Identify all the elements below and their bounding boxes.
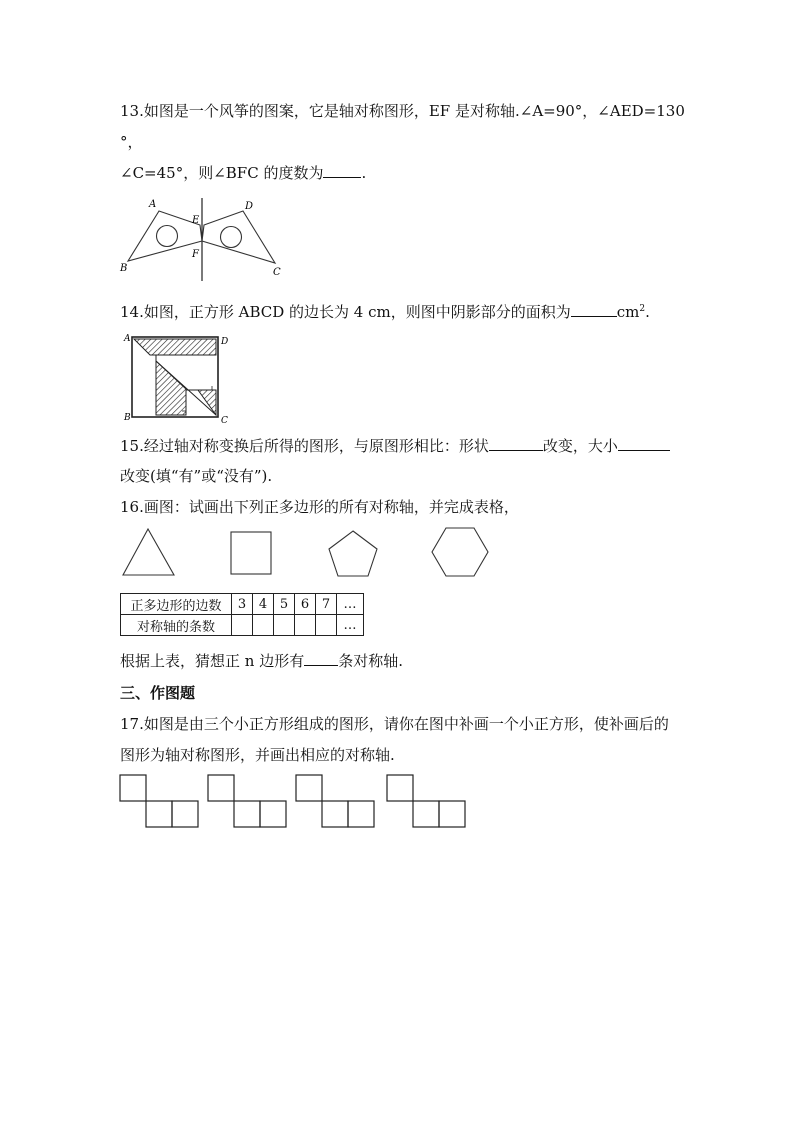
row2-input-cell[interactable] [274,615,295,636]
kite-right [202,211,275,263]
q13-line1: 13.如图是一个风筝的图案，它是轴对称图形，EF 是对称轴.∠A=90°，∠AED=130 [120,102,685,120]
q15-blank-shape[interactable] [489,436,543,451]
row2-input-cell[interactable] [253,615,274,636]
row1-cell: 3 [232,594,253,615]
shade-left [156,361,186,415]
row2-input-cell[interactable] [295,615,316,636]
kite-left [128,211,202,261]
label-a: A [149,199,157,210]
q17-line1: 17.如图是由三个小正方形组成的图形，请你在图中补画一个小正方形，使补画后的 [120,715,669,733]
q13-line3 [120,163,366,183]
row1-cell: 5 [274,594,295,615]
squares-group-2 [208,775,286,827]
q16-conclusion [120,651,403,671]
triangle-shape [123,529,174,575]
label-c: C [273,267,281,278]
row1-cell: … [337,594,364,615]
row1-cell: 6 [295,594,316,615]
section-title: 三、作图题 [120,684,196,702]
kite-figure [115,195,295,285]
shade-right [198,390,216,415]
q15-line1 [120,436,670,456]
hexagon-shape [432,528,488,576]
q13-line3-end: . [361,164,367,182]
row2-input-cell[interactable] [316,615,337,636]
label-d: D [245,201,254,212]
q15-blank-size[interactable] [618,436,670,451]
polygons-figure [118,526,498,582]
symmetry-table [120,593,364,636]
q14-answer-blank[interactable] [571,302,617,317]
pentagon-shape [329,531,377,576]
q14-text: 14.如图，正方形 ABCD 的边长为 4 cm，则图中阴影部分的面积为 [120,303,571,321]
row2-header: 对称轴的条数 [121,615,232,636]
row2-input-cell[interactable] [232,615,253,636]
kite-left-circle [157,226,178,247]
q14-line [120,299,650,322]
q14-unit: cm [616,303,640,321]
row1-cell: 7 [316,594,337,615]
squares-group-1 [120,775,198,827]
shade-top [134,339,216,355]
q14-end: . [645,303,650,321]
row1-cell: 4 [253,594,274,615]
q16-conclusion-b: 条对称轴. [338,652,403,670]
q17-line2: 图形为轴对称图形，并画出相应的对称轴. [120,746,395,764]
kite-right-circle [221,227,242,248]
squares-figure [119,774,469,830]
table-row [121,615,364,636]
q15-part2: 改变，大小 [542,437,618,455]
squares-group-4 [387,775,465,827]
q16-answer-blank[interactable] [304,651,338,666]
squares-group-3 [296,775,374,827]
table-row [121,594,364,615]
row2-cell: … [337,615,364,636]
label-d2: D [221,337,229,347]
label-b: B [120,263,128,274]
row1-header: 正多边形的边数 [121,594,232,615]
square-figure [120,330,235,425]
q16-line: 16.画图：试画出下列正多边形的所有对称轴，并完成表格， [120,498,519,516]
label-c2: C [221,416,228,425]
square-shape [231,532,271,574]
q13-line2: °， [120,133,143,151]
label-f: F [192,249,199,260]
q14-unit-sup: 2 [639,304,646,314]
label-b2: B [124,413,131,423]
label-a2: A [124,334,131,344]
label-e: E [192,215,200,226]
q16-conclusion-a: 根据上表，猜想正 n 边形有 [120,652,305,670]
q15-line2: 改变(填“有”或“没有”). [120,467,273,485]
q13-answer-blank[interactable] [323,163,361,178]
q15-part1: 15.经过轴对称变换后所得的图形，与原图形相比：形状 [120,437,489,455]
q13-line3-text: ∠C=45°，则∠BFC 的度数为 [120,164,324,182]
